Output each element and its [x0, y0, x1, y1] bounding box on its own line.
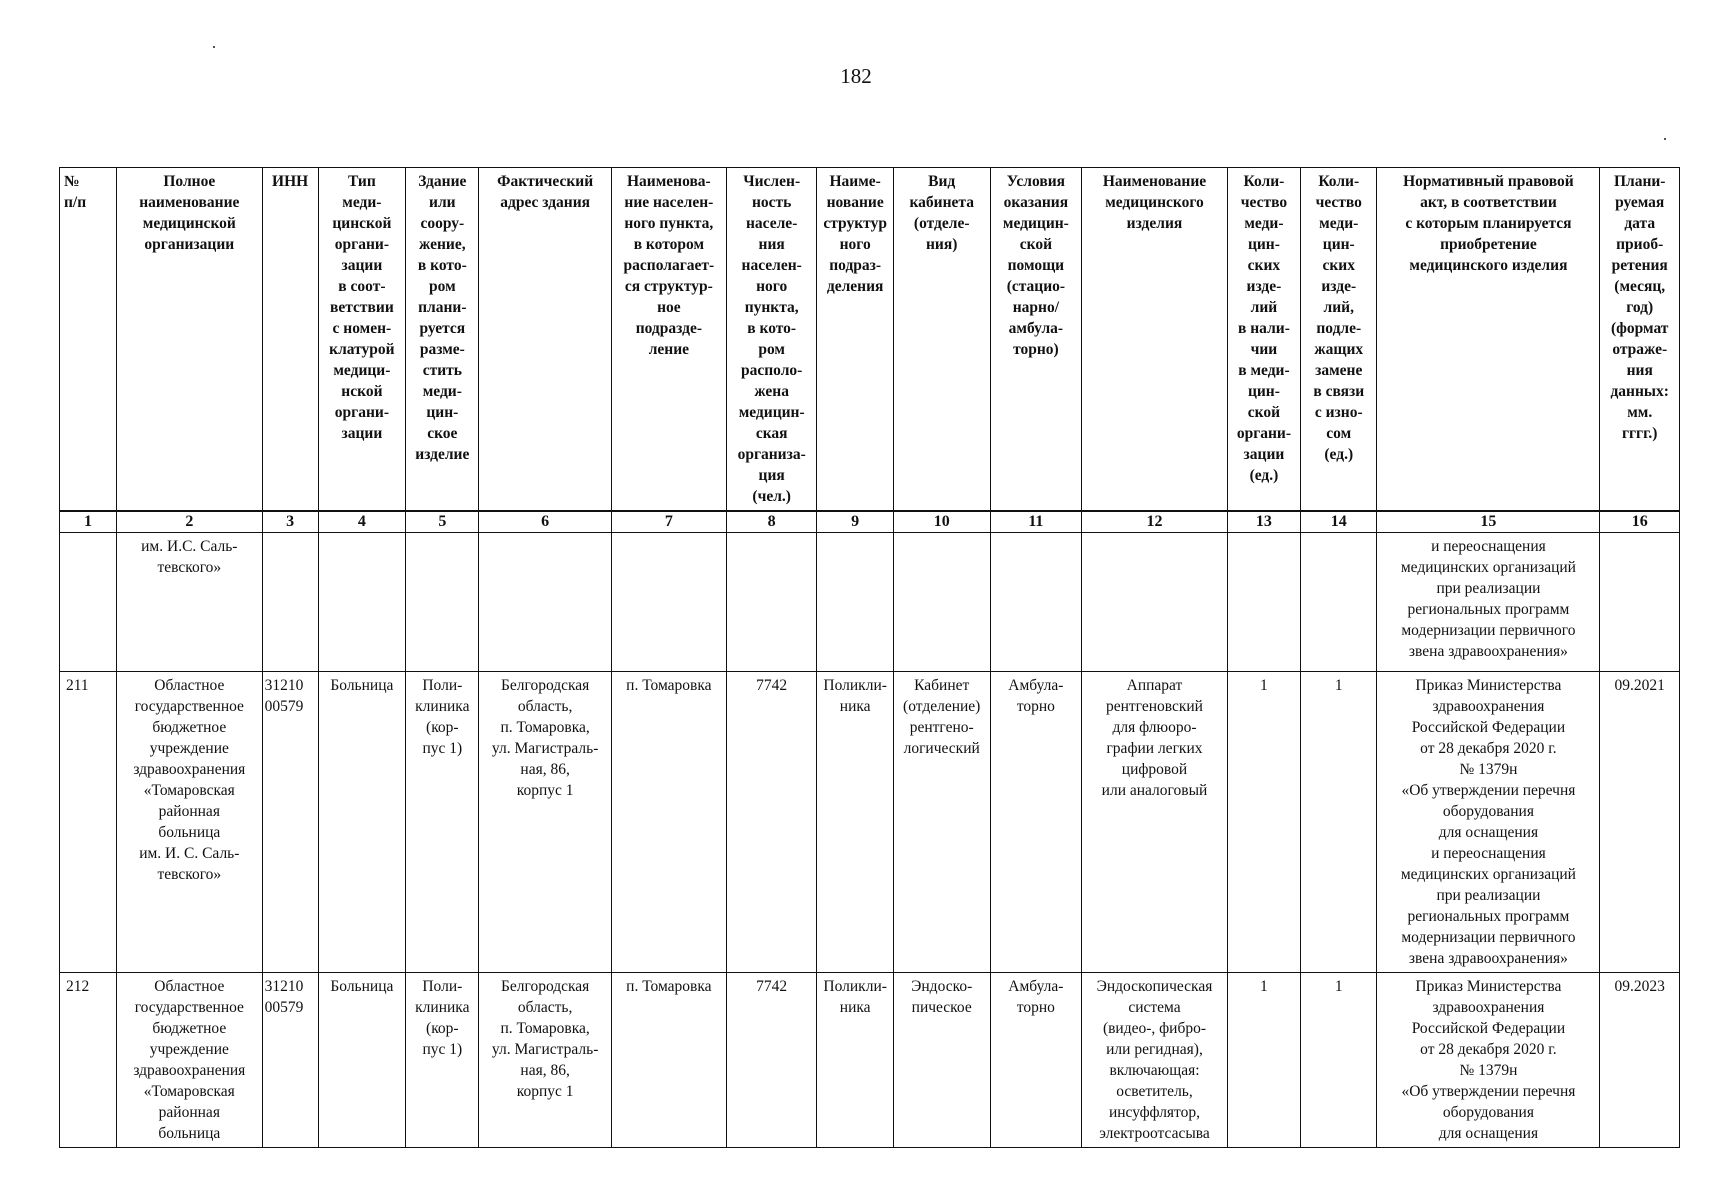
- table-cell: 31210 00579: [262, 973, 318, 1148]
- table-cell: 09.2023: [1600, 973, 1680, 1148]
- table-cell: Поликли- ника: [817, 672, 893, 973]
- scan-speck: [213, 46, 215, 48]
- column-number: 11: [990, 511, 1082, 533]
- column-number: 12: [1082, 511, 1228, 533]
- column-number-row: [60, 511, 1680, 533]
- column-number: 15: [1377, 511, 1600, 533]
- table-cell: Поли- клиника (кор- пус 1): [406, 973, 479, 1148]
- column-header: Полное наименование медицинской организации: [117, 168, 263, 512]
- table-cell: Больница: [318, 973, 406, 1148]
- table-cell: 1: [1301, 672, 1377, 973]
- column-header: Числен- ность населе- ния населен- ного пункта, в кото- ром располо- жена медицин- ская организа- ция (чел.): [726, 168, 817, 512]
- column-number: 7: [611, 511, 726, 533]
- table-cell: Приказ Министерства здравоохранения Российской Федерации от 28 декабря 2020 г. № 1379н «Об утверждении перечня оборудования для оснащения и переоснащения медицинских организаций при реализации региональных программ модернизации первичного звена здравоохранения»: [1377, 672, 1600, 973]
- header-row: [60, 168, 1680, 512]
- table-cell: Приказ Министерства здравоохранения Российской Федерации от 28 декабря 2020 г. № 1379н «Об утверждении перечня оборудования для оснащения: [1377, 973, 1600, 1148]
- column-number: 3: [262, 511, 318, 533]
- column-header: № п/п: [60, 168, 117, 512]
- table-cell: им. И.С. Саль- тевского»: [117, 533, 263, 672]
- table-cell: Амбула- торно: [990, 672, 1082, 973]
- table-cell: [726, 533, 817, 672]
- table-row: [60, 672, 1680, 973]
- table-cell: Амбула- торно: [990, 973, 1082, 1148]
- table-cell: [990, 533, 1082, 672]
- table-cell: 7742: [726, 973, 817, 1148]
- table-cell: [318, 533, 406, 672]
- table-cell: 1: [1301, 973, 1377, 1148]
- column-number: 8: [726, 511, 817, 533]
- column-header: Фактический адрес здания: [479, 168, 611, 512]
- table-cell: [406, 533, 479, 672]
- column-number: 10: [893, 511, 990, 533]
- table-cell: [479, 533, 611, 672]
- page-number: 182: [840, 64, 872, 88]
- table-row: [60, 973, 1680, 1148]
- table-cell: Областное государственное бюджетное учреждение здравоохранения «Томаровская районная больница: [117, 973, 263, 1148]
- table-cell: 31210 00579: [262, 672, 318, 973]
- column-number: 2: [117, 511, 263, 533]
- table-cell: [60, 533, 117, 672]
- table-cell: [817, 533, 893, 672]
- continuation-row: [60, 533, 1680, 672]
- column-number: 5: [406, 511, 479, 533]
- column-header: Коли- чество меди- цин- ских изде- лий, подле- жащих замене в связи с изно- сом (ед.): [1301, 168, 1377, 512]
- column-header: Наиме- нование структур ного подраз- деления: [817, 168, 893, 512]
- column-header: Здание или соору- жение, в кото- ром плани- руется разме- стить меди- цин- ское изделие: [406, 168, 479, 512]
- table-cell: Аппарат рентгеновский для флюоро- графии легких цифровой или аналоговый: [1082, 672, 1228, 973]
- column-header: Плани- руемая дата приоб- ретения (месяц, год) (формат отраже- ния данных: мм. гггг.): [1600, 168, 1680, 512]
- column-number: 13: [1227, 511, 1300, 533]
- table-cell: п. Томаровка: [611, 672, 726, 973]
- column-header: Наименование медицинского изделия: [1082, 168, 1228, 512]
- column-header: Условия оказания медицин- ской помощи (стацио- нарно/ амбула- торно): [990, 168, 1082, 512]
- column-number: 9: [817, 511, 893, 533]
- column-header: ИНН: [262, 168, 318, 512]
- table-cell: 09.2021: [1600, 672, 1680, 973]
- table-cell: [893, 533, 990, 672]
- table-cell: 7742: [726, 672, 817, 973]
- equipment-table: [59, 167, 1680, 1148]
- column-number: 16: [1600, 511, 1680, 533]
- table-cell: Белгородская область, п. Томаровка, ул. Магистраль- ная, 86, корпус 1: [479, 672, 611, 973]
- table-cell: 211: [60, 672, 117, 973]
- column-header: Тип меди- цинской органи- зации в соот- ветствии с номен- клатурой медици- нской органи- зации: [318, 168, 406, 512]
- column-header: Коли- чество меди- цин- ских изде- лий в нали- чии в меди- цин- ской органи- зации (ед.): [1227, 168, 1300, 512]
- table-cell: Кабинет (отделение) рентгено- логический: [893, 672, 990, 973]
- table-cell: [1082, 533, 1228, 672]
- column-header: Наименова- ние населен- ного пункта, в котором располагает- ся структур- ное подразде- ление: [611, 168, 726, 512]
- table-cell: Эндоско- пическое: [893, 973, 990, 1148]
- table-cell: Больница: [318, 672, 406, 973]
- table-cell: Областное государственное бюджетное учреждение здравоохранения «Томаровская районная больница им. И. С. Саль- тевского»: [117, 672, 263, 973]
- column-header: Вид кабинета (отделе- ния): [893, 168, 990, 512]
- table-cell: [611, 533, 726, 672]
- table-cell: п. Томаровка: [611, 973, 726, 1148]
- column-number: 14: [1301, 511, 1377, 533]
- table-cell: 212: [60, 973, 117, 1148]
- table-cell: [262, 533, 318, 672]
- table-cell: [1227, 533, 1300, 672]
- table-cell: Поликли- ника: [817, 973, 893, 1148]
- table-cell: Поли- клиника (кор- пус 1): [406, 672, 479, 973]
- table-cell: 1: [1227, 973, 1300, 1148]
- table-cell: и переоснащения медицинских организаций при реализации региональных программ модернизации первичного звена здравоохранения»: [1377, 533, 1600, 672]
- column-number: 1: [60, 511, 117, 533]
- table-cell: 1: [1227, 672, 1300, 973]
- column-number: 6: [479, 511, 611, 533]
- column-header: Нормативный правовой акт, в соответствии с которым планируется приобретение медицинского изделия: [1377, 168, 1600, 512]
- table-cell: Эндоскопическая система (видео-, фибро- или регидная), включающая: осветитель, инсуффлятор, электроотсасыва: [1082, 973, 1228, 1148]
- table-cell: Белгородская область, п. Томаровка, ул. Магистраль- ная, 86, корпус 1: [479, 973, 611, 1148]
- table-body: [60, 168, 1680, 1148]
- table-cell: [1301, 533, 1377, 672]
- column-number: 4: [318, 511, 406, 533]
- scan-speck: [1664, 138, 1666, 140]
- table-cell: [1600, 533, 1680, 672]
